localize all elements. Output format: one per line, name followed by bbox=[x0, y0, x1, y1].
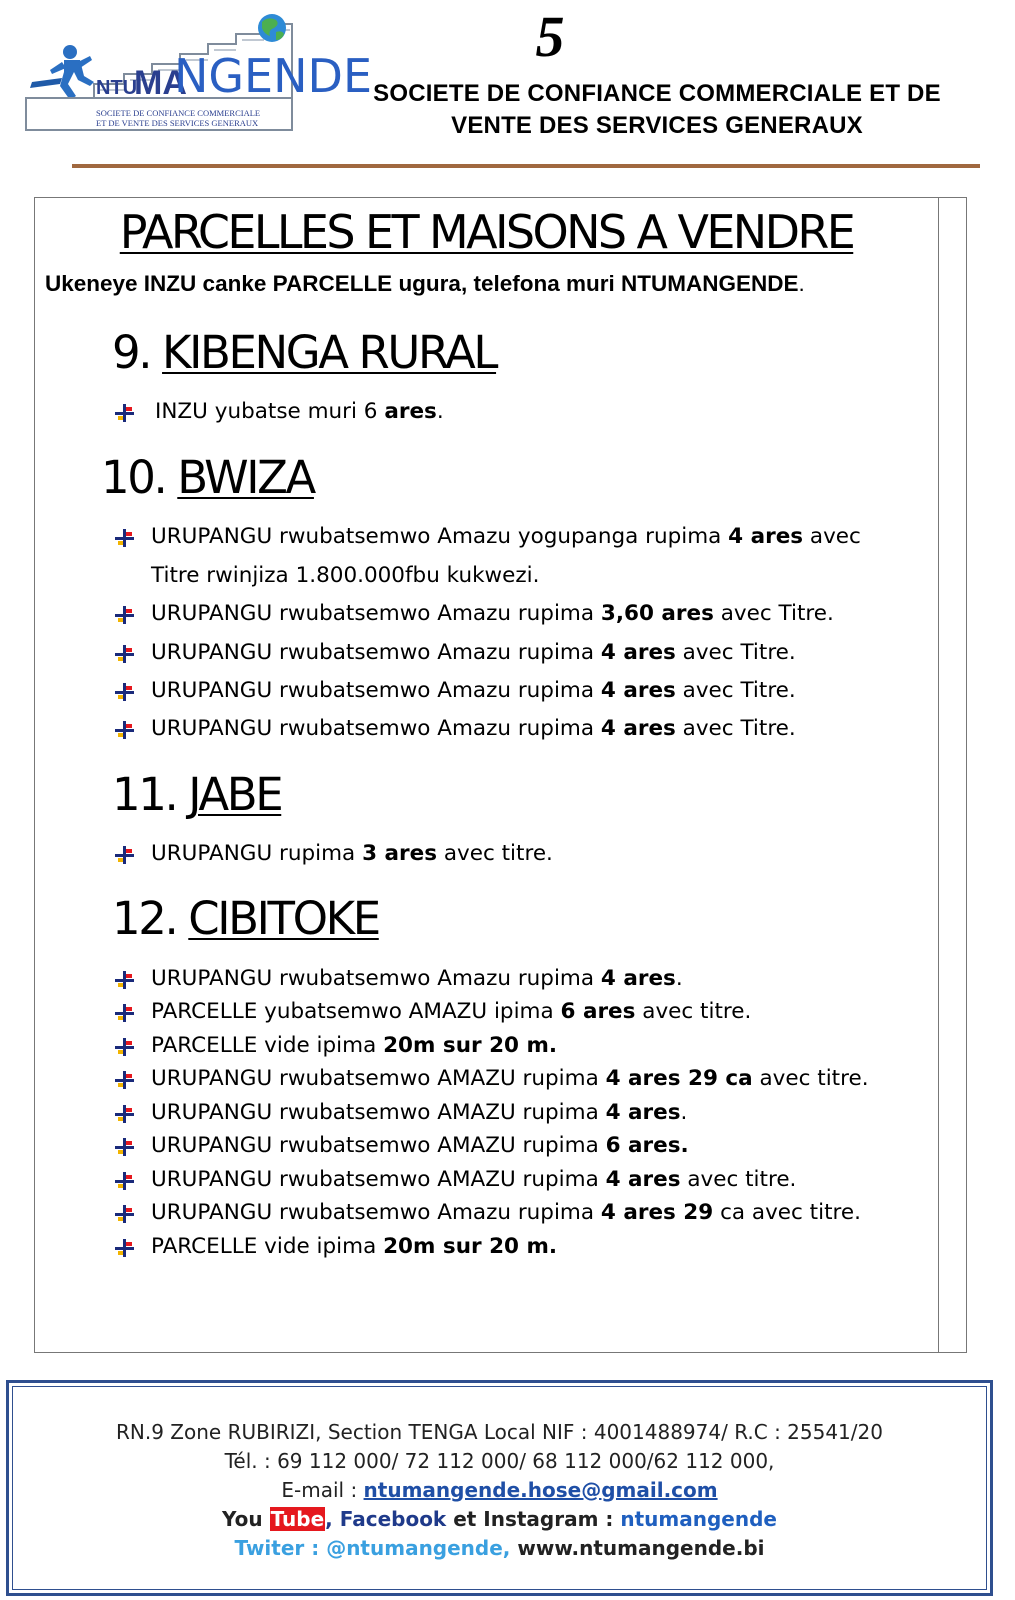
email-link[interactable]: ntumangende.hose@gmail.com bbox=[363, 1478, 718, 1502]
footer-social-line: You Tube, Facebook et Instagram : ntumangende bbox=[221, 1507, 777, 1531]
svg-text:ET DE VENTE DES SERVICES GENER: ET DE VENTE DES SERVICES GENERAUX bbox=[96, 118, 259, 128]
section-number: 12. bbox=[112, 892, 177, 945]
footer-phones: Tél. : 69 112 000/ 72 112 000/ 68 112 000/62 112 000, bbox=[224, 1449, 775, 1473]
section-heading-jabe bbox=[112, 768, 281, 822]
arrow-bullet-icon bbox=[114, 1137, 136, 1157]
footer-address: RN.9 Zone RUBIRIZI, Section TENGA Local NIF : 4001488974/ R.C : 25541/20 bbox=[116, 1420, 883, 1444]
section-heading-kibenga-rural bbox=[112, 326, 496, 380]
section-number: 9. bbox=[112, 326, 151, 379]
section-number: 11. bbox=[112, 768, 177, 821]
listing-box-inner-rule bbox=[938, 198, 939, 1352]
arrow-bullet-icon bbox=[114, 1171, 136, 1191]
section-heading-cibitoke bbox=[112, 892, 379, 946]
svg-text:NTU: NTU bbox=[96, 77, 138, 99]
subtitle-tail: . bbox=[798, 271, 805, 296]
arrow-bullet-icon bbox=[114, 1070, 136, 1090]
globe-icon bbox=[258, 14, 286, 42]
running-man-icon bbox=[30, 45, 94, 100]
svg-text:MA: MA bbox=[134, 64, 187, 102]
page-number: 5 bbox=[535, 4, 565, 69]
company-logo bbox=[24, 12, 373, 134]
svg-text:NGENDE: NGENDE bbox=[174, 49, 373, 103]
email-label: E-mail : bbox=[281, 1478, 364, 1502]
section-name: JABE bbox=[188, 768, 282, 821]
company-name-line-1: SOCIETE DE CONFIANCE COMMERCIALE ET DE bbox=[373, 80, 941, 107]
subtitle-main: Ukeneye INZU canke PARCELLE ugura, telefona muri NTUMANGENDE bbox=[45, 271, 799, 296]
section-name: KIBENGA RURAL bbox=[162, 326, 497, 379]
website-link[interactable]: www.ntumangende.bi bbox=[510, 1536, 765, 1560]
page-subtitle bbox=[45, 269, 925, 299]
section-number: 10. bbox=[101, 451, 166, 504]
section-name: CIBITOKE bbox=[188, 892, 379, 945]
arrow-bullet-icon bbox=[114, 644, 136, 664]
company-name bbox=[352, 78, 962, 142]
arrow-bullet-icon bbox=[114, 528, 136, 548]
arrow-bullet-icon bbox=[114, 682, 136, 702]
arrow-bullet-icon bbox=[114, 970, 136, 990]
section-name: BWIZA bbox=[177, 451, 314, 504]
list-item-continuation: Titre rwinjiza 1.800.000fbu kukwezi. bbox=[151, 563, 540, 588]
section-heading-bwiza bbox=[101, 451, 314, 505]
footer-web-line bbox=[12, 1534, 987, 1562]
company-name-line-2: VENTE DES SERVICES GENERAUX bbox=[451, 112, 863, 139]
header-divider bbox=[72, 164, 980, 168]
arrow-bullet-icon bbox=[114, 403, 136, 423]
instagram-label: et Instagram : bbox=[446, 1507, 621, 1531]
arrow-bullet-icon bbox=[114, 605, 136, 625]
twitter-handle[interactable]: Twiter : @ntumangende, bbox=[234, 1536, 511, 1560]
facebook-link[interactable]: Facebook bbox=[332, 1507, 447, 1531]
youtube-you[interactable]: You bbox=[221, 1507, 270, 1531]
social-handle[interactable]: ntumangende bbox=[620, 1507, 777, 1531]
page-title: PARCELLES ET MAISONS A VENDRE bbox=[119, 205, 854, 259]
svg-text:SOCIETE DE CONFIANCE COMMERCIA: SOCIETE DE CONFIANCE COMMERCIALE bbox=[96, 108, 261, 118]
arrow-bullet-icon bbox=[114, 845, 136, 865]
footer-email-line bbox=[12, 1476, 987, 1504]
arrow-bullet-icon bbox=[114, 1204, 136, 1224]
arrow-bullet-icon bbox=[114, 1238, 136, 1258]
arrow-bullet-icon bbox=[114, 1003, 136, 1023]
arrow-bullet-icon bbox=[114, 720, 136, 740]
arrow-bullet-icon bbox=[114, 1037, 136, 1057]
youtube-tube[interactable]: Tube bbox=[270, 1507, 325, 1531]
arrow-bullet-icon bbox=[114, 1104, 136, 1124]
